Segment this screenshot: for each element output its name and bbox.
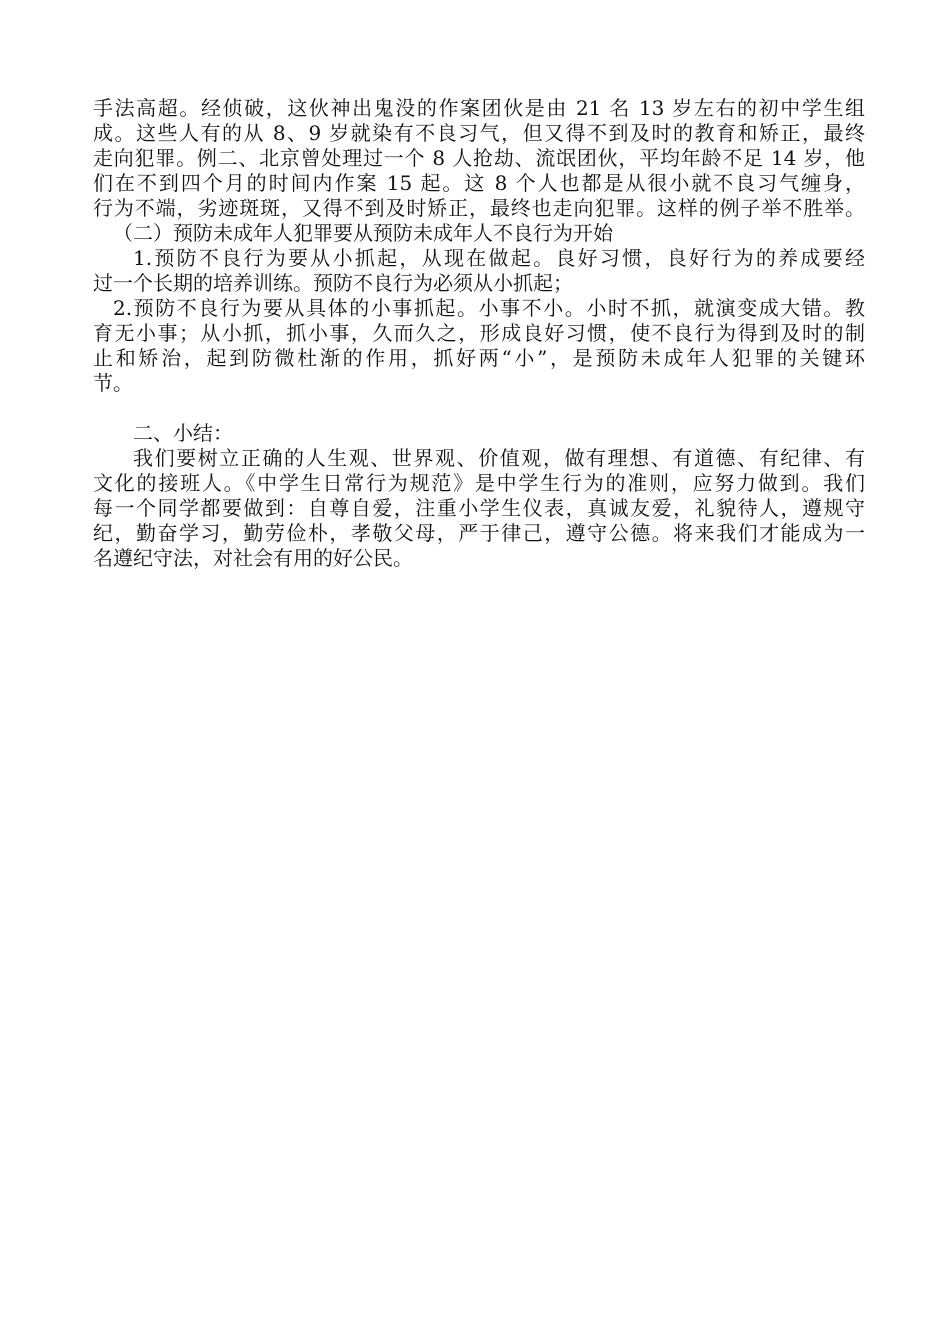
list-item-1 [93, 246, 865, 296]
document-page [93, 96, 865, 571]
paragraph-line: 节。 [93, 371, 133, 395]
paragraph-line: 每一个同学都要做到：自尊自爱，注重小学生仪表，真诚友爱，礼貌待人，遵规守 [93, 496, 865, 520]
paragraph-line: 1.预防不良行为要从小抓起，从现在做起。良好习惯，良好行为的养成要经 [133, 246, 865, 270]
paragraph-line: 我们要树立正确的人生观、世界观、价值观，做有理想、有道德、有纪律、有 [133, 446, 865, 470]
paragraph-line: 纪，勤奋学习，勤劳俭朴，孝敬父母，严于律己，遵守公德。将来我们才能成为一 [93, 521, 865, 545]
paragraph-line: 走向犯罪。例二、北京曾处理过一个 8 人抢劫、流氓团伙，平均年龄不足 14 岁，他 [93, 146, 865, 170]
paragraph-line: 行为不端，劣迹斑斑，又得不到及时矫正，最终也走向犯罪。这样的例子举不胜举。 [93, 196, 865, 220]
paragraph-line: 文化的接班人。《中学生日常行为规范》是中学生行为的准则，应努力做到。我们 [93, 471, 865, 495]
paragraph-line: 育无小事；从小抓，抓小事，久而久之，形成良好习惯，使不良行为得到及时的制 [93, 321, 865, 345]
list-item-2 [93, 296, 865, 396]
section-heading: （二）预防未成年人犯罪要从预防未成年人不良行为开始 [113, 221, 613, 245]
paragraph-line: 名遵纪守法，对社会有用的好公民。 [93, 546, 413, 570]
summary-paragraph [93, 446, 865, 571]
blank-line [93, 396, 865, 421]
paragraph-line: 止和矫治，起到防微杜渐的作用，抓好两“小”，是预防未成年人犯罪的关键环 [93, 346, 865, 370]
paragraph-line: 2.预防不良行为要从具体的小事抓起。小事不小。小时不抓，就演变成大错。教 [113, 296, 865, 320]
paragraph-line: 成。这些人有的从 8、9 岁就染有不良习气，但又得不到及时的教育和矫正，最终 [93, 121, 865, 145]
paragraph-line: 们在不到四个月的时间内作案 15 起。这 8 个人也都是从很小就不良习气缠身， [93, 171, 865, 195]
summary-heading: 二、小结： [133, 421, 233, 445]
paragraph-line: 手法高超。经侦破，这伙神出鬼没的作案团伙是由 21 名 13 岁左右的初中学生组 [93, 96, 865, 120]
paragraph-line: 过一个长期的培养训练。预防不良行为必须从小抓起； [93, 271, 573, 295]
case-paragraph [93, 96, 865, 221]
